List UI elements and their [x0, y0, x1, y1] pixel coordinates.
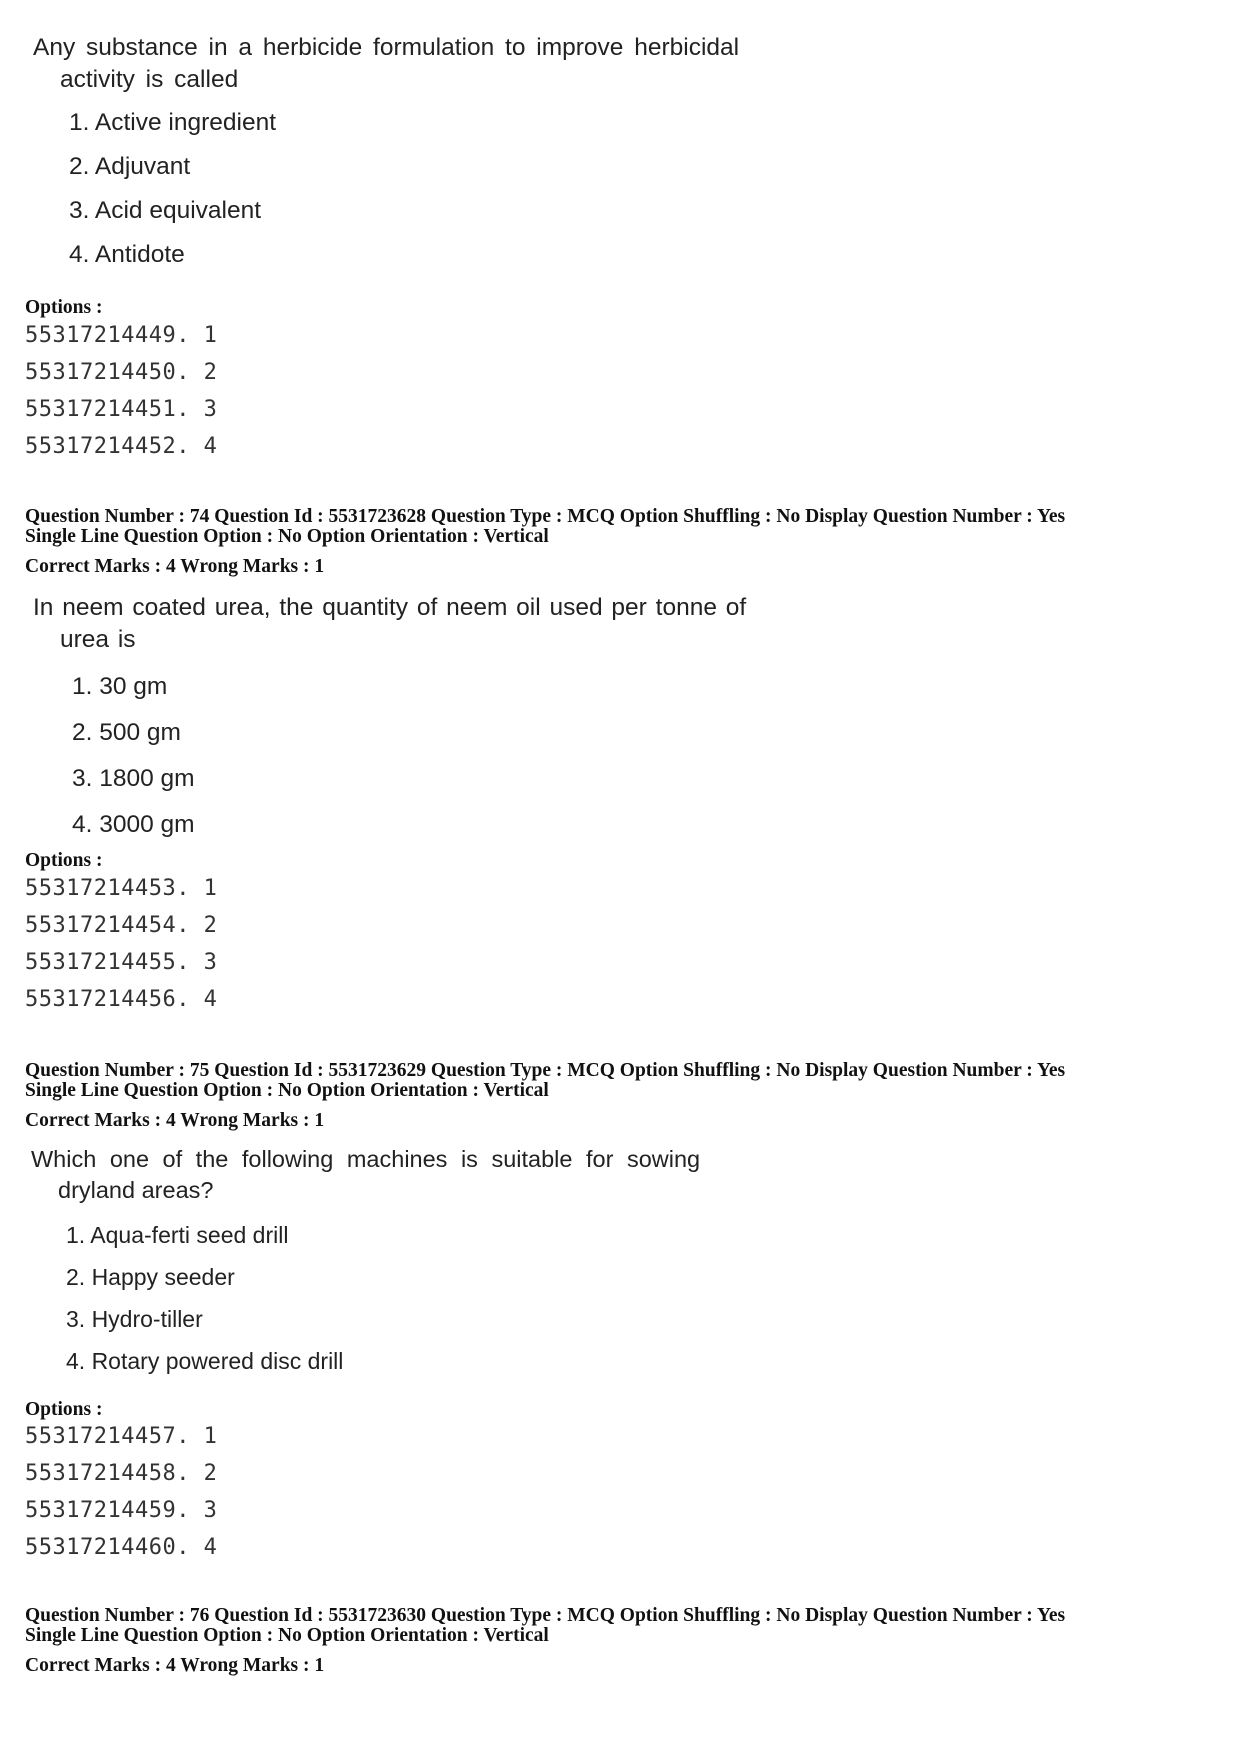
choice-2: 2. Happy seeder	[66, 1264, 235, 1290]
choice-3: 3. Acid equivalent	[69, 197, 262, 224]
question-meta-line-2: Single Line Question Option : No Option Orientation : Vertical	[25, 1080, 549, 1101]
question-meta: Question Number : 74 Question Id : 5531723628 Question Type : MCQ Option Shuffling : No Display Question Number : Yes	[25, 506, 1066, 527]
option-1: 55317214453. 1	[25, 876, 218, 901]
options-label: Options :	[25, 297, 103, 318]
option-4: 55317214460. 4	[25, 1535, 218, 1560]
option-3: 55317214451. 3	[25, 397, 218, 422]
marks-info: Correct Marks : 4 Wrong Marks : 1	[25, 1655, 325, 1676]
choice-1: 1. Active ingredient	[69, 109, 277, 136]
option-2: 55317214450. 2	[25, 360, 218, 385]
question-line-2: urea is	[60, 626, 136, 653]
marks-info: Correct Marks : 4 Wrong Marks : 1	[25, 556, 325, 577]
question-text	[33, 32, 739, 96]
option-1: 55317214449. 1	[25, 323, 218, 348]
question-line-1: Which one of the following machines is suitable for sowing	[31, 1146, 701, 1172]
choice-1: 1. 30 gm	[72, 673, 168, 700]
choice-2: 2. Adjuvant	[69, 153, 191, 180]
option-3: 55317214459. 3	[25, 1498, 218, 1523]
options-label: Options :	[25, 1399, 103, 1420]
question-line-2: dryland areas?	[58, 1177, 214, 1203]
choice-2: 2. 500 gm	[72, 719, 181, 746]
question-meta-line-2: Single Line Question Option : No Option Orientation : Vertical	[25, 526, 549, 547]
choice-4: 4. Antidote	[69, 241, 185, 268]
option-2: 55317214454. 2	[25, 913, 218, 938]
question-meta-line-2: Single Line Question Option : No Option Orientation : Vertical	[25, 1625, 549, 1646]
choice-4: 4. Rotary powered disc drill	[66, 1348, 344, 1374]
choice-4: 4. 3000 gm	[72, 811, 195, 838]
option-2: 55317214458. 2	[25, 1461, 218, 1486]
marks-info: Correct Marks : 4 Wrong Marks : 1	[25, 1110, 325, 1131]
choice-3: 3. 1800 gm	[72, 765, 195, 792]
question-meta: Question Number : 75 Question Id : 5531723629 Question Type : MCQ Option Shuffling : No Display Question Number : Yes	[25, 1060, 1066, 1081]
question-line-1: In neem coated urea, the quantity of neem oil used per tonne of	[33, 594, 747, 621]
question-meta: Question Number : 76 Question Id : 5531723630 Question Type : MCQ Option Shuffling : No Display Question Number : Yes	[25, 1605, 1066, 1626]
option-4: 55317214452. 4	[25, 434, 218, 459]
choice-1: 1. Aqua-ferti seed drill	[66, 1222, 289, 1248]
question-text	[31, 1144, 700, 1206]
question-text	[33, 592, 746, 656]
option-1: 55317214457. 1	[25, 1424, 218, 1449]
question-line-2: activity is called	[60, 66, 239, 93]
option-4: 55317214456. 4	[25, 987, 218, 1012]
options-label: Options :	[25, 850, 103, 871]
option-3: 55317214455. 3	[25, 950, 218, 975]
question-line-1: Any substance in a herbicide formulation to improve herbicidal	[33, 34, 740, 61]
choice-3: 3. Hydro-tiller	[66, 1306, 203, 1332]
